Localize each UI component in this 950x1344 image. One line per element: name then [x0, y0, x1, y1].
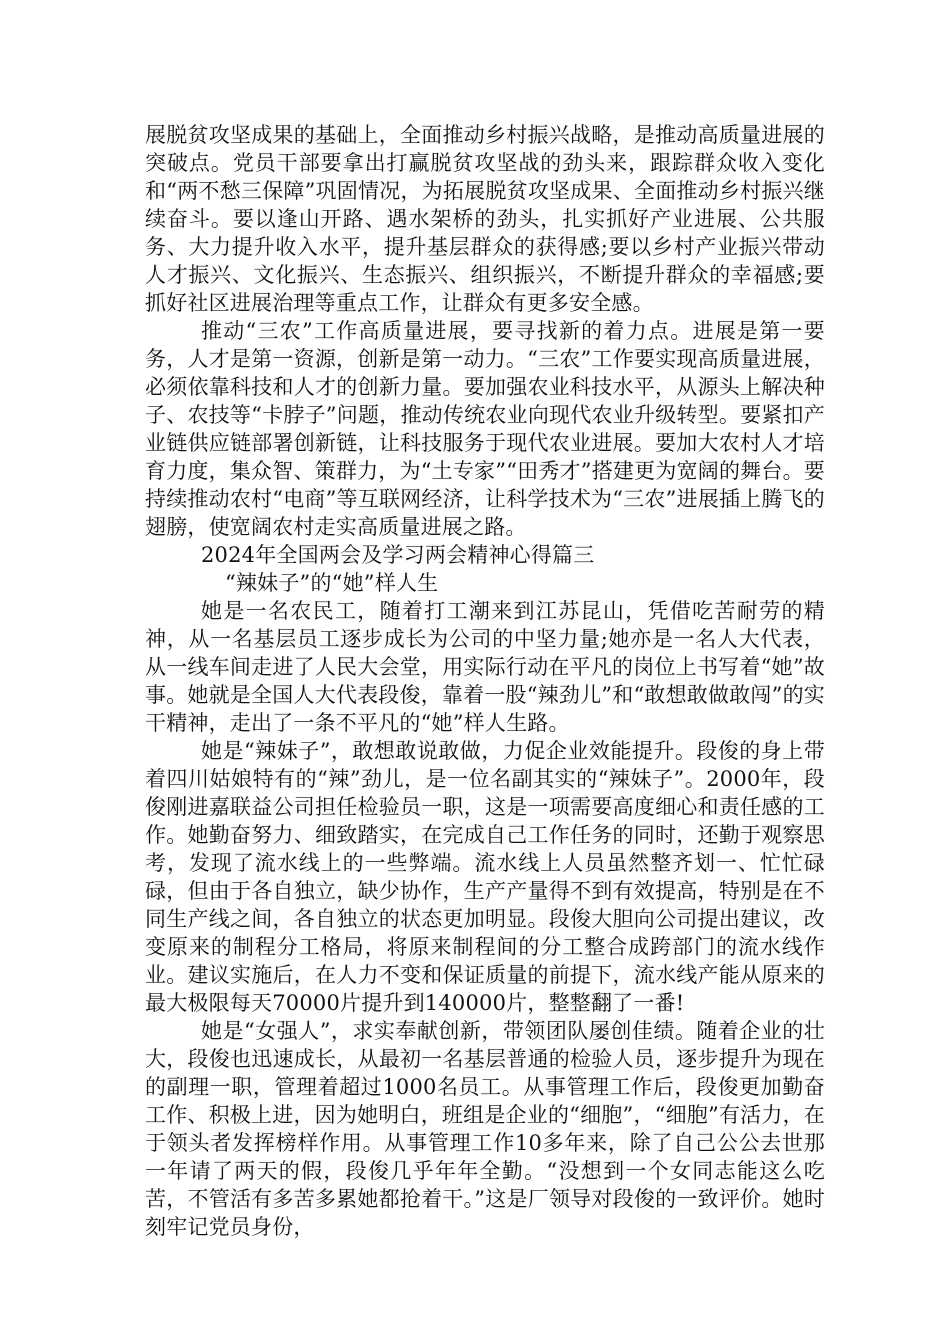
- section-heading: 2024年全国两会及学习两会精神心得篇三: [201, 543, 595, 567]
- paragraph-intro: 她是一名农民工，随着打工潮来到江苏昆山，凭借吃苦耐劳的精神，从一名基层员工逐步成长为公司的中坚力量;她亦是一名人大代表，从一线车间走进了人民大会堂，用实际行动在平凡的岗位上书写着“她”故事。她就是全国人大代表段俊，靠着一股“辣劲儿”和“敢想敢做敢闯”的实干精神，走出了一条不平凡的“她”样人生路。: [145, 599, 825, 735]
- section-subheading: “辣妹子”的“她”样人生: [225, 571, 439, 595]
- document-body: [145, 121, 825, 1241]
- paragraph-sannong: 推动“三农”工作高质量进展，要寻找新的着力点。进展是第一要务，人才是第一资源，创新是第一动力。“三农”工作要实现高质量进展，必须依靠科技和人才的创新力量。要加强农业科技水平，从源头上解决种子、农技等“卡脖子”问题，推动传统农业向现代农业升级转型。要紧扣产业链供应链部署创新链，让科技服务于现代农业进展。要加大农村人才培育力度，集众智、策群力，为“土专家”“田秀才”搭建更为宽阔的舞台。要持续推动农村“电商”等互联网经济，让科学技术为“三农”进展插上腾飞的翅膀，使宽阔农村走实高质量进展之路。: [145, 319, 825, 539]
- paragraph-la-meizi: 她是“辣妹子”，敢想敢说敢做，力促企业效能提升。段俊的身上带着四川姑娘特有的“辣”劲儿，是一位名副其实的“辣妹子”。2000年，段俊刚进嘉联益公司担任检验员一职，这是一项需要高度细心和责任感的工作。她勤奋努力、细致踏实，在完成自己工作任务的同时，还勤于观察思考，发现了流水线上的一些弊端。流水线上人员虽然整齐划一、忙忙碌碌，但由于各自独立，缺少协作，生产产量得不到有效提高，特别是在不同生产线之间，各自独立的状态更加明显。段俊大胆向公司提出建议，改变原来的制程分工格局，将原来制程间的分工整合成跨部门的流水线作业。建议实施后，在人力不变和保证质量的前提下，流水线产能从原来的最大极限每天70000片提升到140000片，整整翻了一番!: [145, 739, 825, 1015]
- paragraph-continued: 展脱贫攻坚成果的基础上，全面推动乡村振兴战略，是推动高质量进展的突破点。党员干部要拿出打赢脱贫攻坚战的劲头来，跟踪群众收入变化和“两不愁三保障”巩固情况，为拓展脱贫攻坚成果、全面推动乡村振兴继续奋斗。要以逢山开路、遇水架桥的劲头，扎实抓好产业进展、公共服务、大力提升收入水平，提升基层群众的获得感;要以乡村产业振兴带动人才振兴、文化振兴、生态振兴、组织振兴，不断提升群众的幸福感;要抓好社区进展治理等重点工作，让群众有更多安全感。: [145, 123, 825, 315]
- paragraph-nv-qiangren: 她是“女强人”，求实奉献创新，带领团队屡创佳绩。随着企业的壮大，段俊也迅速成长，从最初一名基层普通的检验人员，逐步提升为现在的副理一职，管理着超过1000名员工。从事管理工作后，段俊更加勤奋工作、积极上进，因为她明白，班组是企业的“细胞”，“细胞”有活力，在于领头者发挥榜样作用。从事管理工作10多年来，除了自己公公去世那一年请了两天的假，段俊几乎年年全勤。“没想到一个女同志能这么吃苦，不管活有多苦多累她都抢着干。”这是厂领导对段俊的一致评价。她时刻牢记党员身份，: [145, 1019, 825, 1239]
